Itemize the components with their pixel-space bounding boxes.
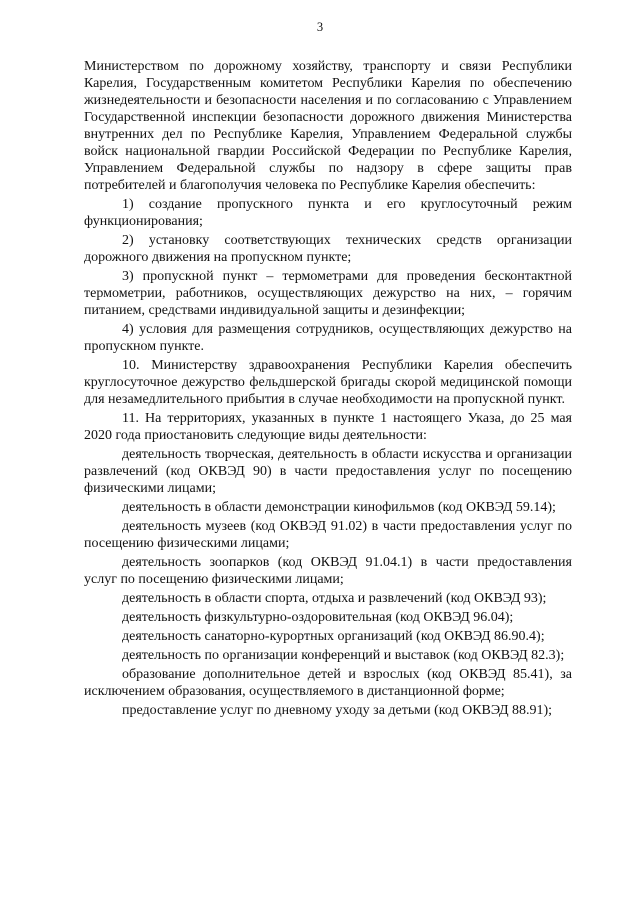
paragraph: 11. На территориях, указанных в пункте 1 настоящего Указа, до 25 мая 2020 года приостановить следующие виды деятельности: <box>84 411 572 443</box>
paragraph: предоставление услуг по дневному уходу за детьми (код ОКВЭД 88.91); <box>122 703 553 718</box>
document-body <box>84 58 572 721</box>
paragraph: деятельность по организации конференций и выставок (код ОКВЭД 82.3); <box>122 648 565 663</box>
paragraph: образование дополнительное детей и взрослых (код ОКВЭД 85.41), за исключением образования, осуществляемого в дистанционной форме; <box>84 667 572 699</box>
paragraph: деятельность музеев (код ОКВЭД 91.02) в части предоставления услуг по посещению физическими лицами; <box>84 519 572 551</box>
paragraph: деятельность физкультурно-оздоровительная (код ОКВЭД 96.04); <box>122 610 514 625</box>
paragraph: деятельность санаторно-курортных организаций (код ОКВЭД 86.90.4); <box>122 629 545 644</box>
paragraph: 4) условия для размещения сотрудников, осуществляющих дежурство на пропускном пункте. <box>84 322 572 354</box>
paragraph: 1) создание пропускного пункта и его круглосуточный режим функционирования; <box>84 197 572 229</box>
paragraph: 2) установку соответствующих технических средств организации дорожного движения на пропускном пункте; <box>84 233 572 265</box>
paragraph: деятельность в области спорта, отдыха и развлечений (код ОКВЭД 93); <box>122 591 547 606</box>
paragraph: деятельность зоопарков (код ОКВЭД 91.04.1) в части предоставления услуг по посещению физическими лицами; <box>84 555 572 587</box>
page-number: 3 <box>316 20 324 34</box>
paragraph: 3) пропускной пункт – термометрами для проведения бесконтактной термометрии, работников, осуществляющих дежурство на них, – горячим питанием, средствами индивидуальной защиты и дезинфекции; <box>84 269 572 318</box>
paragraph: Министерством по дорожному хозяйству, транспорту и связи Республики Карелия, Государственным комитетом Республики Карелия по обеспечению жизнедеятельности и безопасности населения и по согласованию с Управлением Государственной инспекции безопасности дорожного движения Министерства внутренних дел по Республике Карелия, Управлением Федеральной службы войск национальной гвардии Российской Федерации по Республике Карелия, Управлением Федеральной службы по надзору в сфере защиты прав потребителей и благополучия человека по Республике Карелия обеспечить: <box>84 59 572 193</box>
paragraph: деятельность в области демонстрации кинофильмов (код ОКВЭД 59.14); <box>122 500 556 515</box>
paragraph: 10. Министерству здравоохранения Республики Карелия обеспечить круглосуточное дежурство фельдшерской бригады скорой медицинской помощи для незамедлительного прибытия в случае необходимости на пропускной пункт. <box>84 358 572 407</box>
paragraph: деятельность творческая, деятельность в области искусства и организации развлечений (код ОКВЭД 90) в части предоставления услуг по посещению физическими лицами; <box>84 447 572 496</box>
